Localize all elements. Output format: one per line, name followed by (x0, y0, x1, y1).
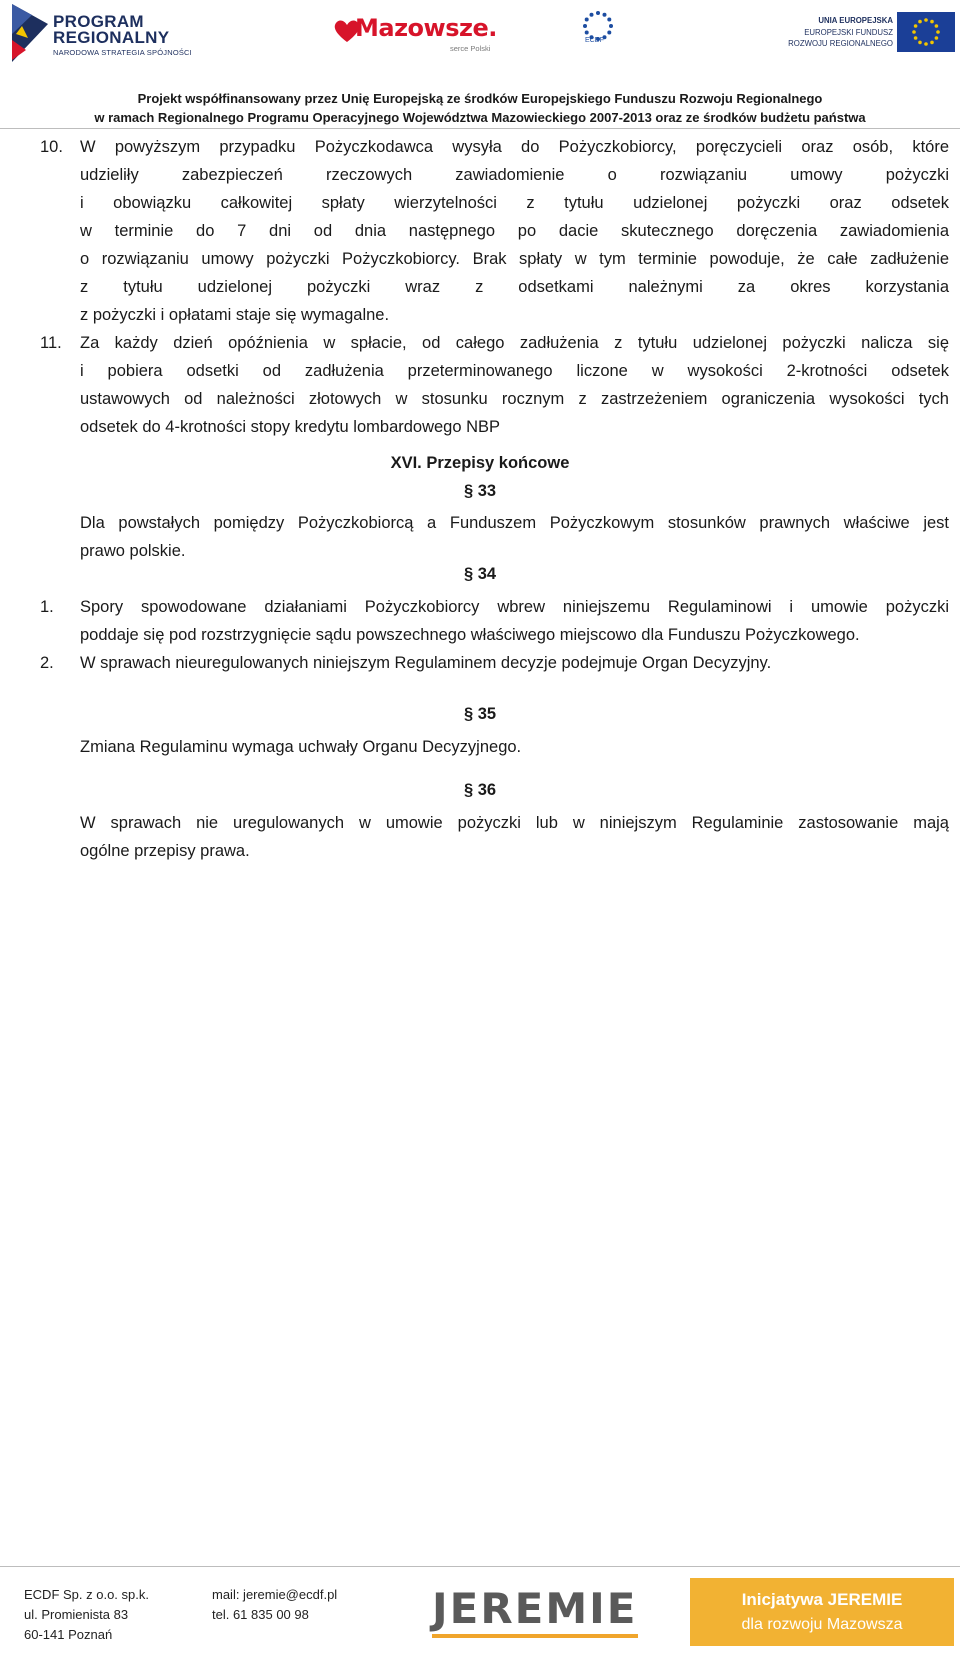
paragraph-34-item-2-number: 2. (40, 654, 54, 672)
eu-line1: UNIA EUROPEJSKA (818, 16, 893, 25)
footer-company: ECDF Sp. z o.o. sp.k. (24, 1587, 149, 1602)
paragraph-33-heading: § 33 (463, 482, 497, 500)
ecdf-stars-icon (575, 10, 621, 56)
eu-line3: ROZWOJU REGIONALNEGO (788, 39, 893, 48)
project-cofinancing-line2: w ramach Regionalnego Programu Operacyjnego Województwa Mazowieckiego 2007-2013 oraz ze środków budżetu państwa (94, 110, 866, 125)
footer-phone: tel. 61 835 00 98 (212, 1607, 309, 1622)
item-11-line: odsetek do 4-krotności stopy kredytu lombardowego NBP (80, 418, 501, 436)
ecdf-logo (575, 10, 621, 54)
paragraph-36-line: ogólne przepisy prawa. (80, 842, 250, 860)
item-10-line: W powyższym przypadku Pożyczkodawca wysyła do Pożyczkobiorcy, poręczycieli oraz osób, które (80, 138, 949, 156)
program-regionalny-logo (8, 4, 193, 62)
paragraph-34-line: Spory spowodowane działaniami Pożyczkobiorcy wbrew niniejszemu Regulaminowi i umowie pożyczki (80, 598, 949, 616)
jeremie-logo-accent (432, 1634, 638, 1638)
paragraph-35-line: Zmiana Regulaminu wymaga uchwały Organu Decyzyjnego. (80, 738, 522, 756)
regionalny-word: REGIONALNY (53, 28, 170, 47)
item-10-line: o rozwiązaniu umowy pożyczki Pożyczkobiorcy. Brak spłaty w tym terminie powoduje, że całe zadłużenie (80, 250, 949, 268)
paragraph-36-heading: § 36 (463, 781, 497, 799)
program-regionalny-subtitle: NARODOWA STRATEGIA SPÓJNOŚCI (53, 48, 192, 57)
item-11-line: ustawowych od należności złotowych w stosunku rocznym z zastrzeżeniem ograniczenia wysokości tych (80, 390, 949, 408)
item-10-line: i obowiązku całkowitej spłaty wierzytelności z tytułu udzielonej pożyczki oraz odsetek (80, 194, 949, 212)
section-title: XVI. Przepisy końcowe (390, 454, 570, 472)
mazowsze-tagline: serce Polski (450, 44, 491, 53)
program-word: PROGRAM (53, 12, 144, 31)
paragraph-33-line: Dla powstałych pomiędzy Pożyczkobiorcą a Funduszem Pożyczkowym stosunków prawnych właściwe jest (80, 514, 949, 532)
project-cofinancing-line1: Projekt współfinansowany przez Unię Europejską ze środków Europejskiego Funduszu Rozwoju Regionalnego (137, 91, 823, 106)
header-divider (0, 128, 960, 129)
program-regionalny-title (53, 14, 169, 46)
item-10-line: z pożyczki i opłatami staje się wymagalne. (80, 306, 390, 324)
eu-logo (780, 12, 955, 56)
inicjatywa-line1: Inicjatywa JEREMIE (741, 1590, 903, 1609)
eu-line2: EUROPEJSKI FUNDUSZ (804, 28, 893, 37)
jeremie-logo: JEREMIE (432, 1584, 638, 1633)
paragraph-34-item-1-number: 1. (40, 598, 54, 616)
footer-city: 60-141 Poznań (24, 1627, 113, 1642)
eu-flag-icon (897, 12, 955, 52)
item-10-line: w terminie do 7 dni od dnia następnego po dacie skutecznego doręczenia zawiadomienia (80, 222, 949, 240)
paragraph-35-heading: § 35 (463, 705, 497, 723)
inicjatywa-line2: dla rozwoju Mazowsza (741, 1616, 903, 1633)
mazowsze-wordmark: Mazowsze. (355, 14, 497, 42)
paragraph-34-line: poddaje się pod rozstrzygnięcie sądu powszechnego właściwego miejscowo dla Funduszu Pożyczkowego. (80, 626, 860, 644)
paragraph-34-line: W sprawach nieuregulowanych niniejszym Regulaminem decyzje podejmuje Organ Decyzyjny. (80, 654, 772, 672)
item-10-line: z tytułu udzielonej pożyczki wraz z odsetkami należnymi za okres korzystania (80, 278, 949, 296)
item-11-number: 11. (40, 334, 62, 352)
footer-divider (0, 1566, 960, 1567)
item-10-number: 10. (40, 138, 63, 156)
paragraph-33-line: prawo polskie. (80, 542, 186, 560)
mazowsze-logo (355, 14, 505, 54)
ecdf-label: ECDF (585, 37, 605, 44)
inicjatywa-jeremie-banner (690, 1578, 954, 1646)
footer-email: mail: jeremie@ecdf.pl (212, 1587, 338, 1602)
item-11-line: Za każdy dzień opóźnienia w spłacie, od całego zadłużenia z tytułu udzielonej pożyczki nalicza się (80, 334, 949, 352)
item-11-line: i pobiera odsetki od zadłużenia przeterminowanego liczone w wysokości 2-krotności odsetek (80, 362, 949, 380)
program-regionalny-emblem-icon (8, 4, 48, 62)
paragraph-34-heading: § 34 (463, 565, 497, 583)
footer-street: ul. Promienista 83 (24, 1607, 129, 1622)
paragraph-36-line: W sprawach nie uregulowanych w umowie pożyczki lub w niniejszym Regulaminie zastosowanie mają (80, 814, 949, 832)
item-10-line: udzieliły zabezpieczeń rzeczowych zawiadomienie o rozwiązaniu umowy pożyczki (80, 166, 949, 184)
